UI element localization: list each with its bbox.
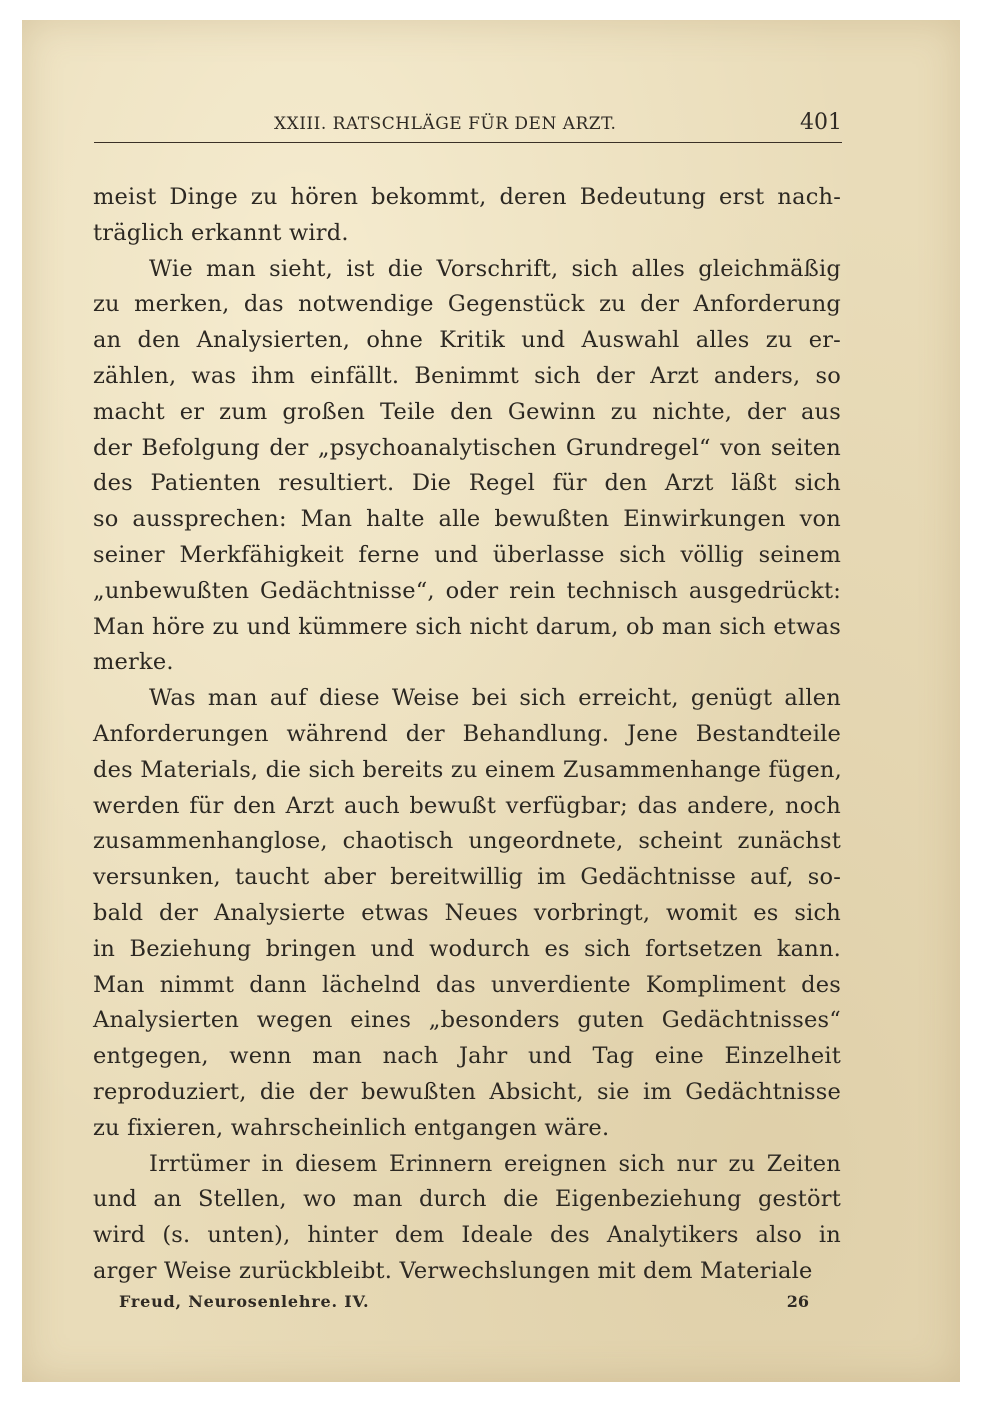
text-line: werden für den Arzt auch bewußt verfügbar; das andere, noch <box>93 792 841 819</box>
text-line: Analysierten wegen eines „besonders guten Gedächtnisses“ <box>93 1007 841 1034</box>
book-page <box>22 20 960 1382</box>
text-line: entgegen, wenn man nach Jahr und Tag eine Einzelheit <box>93 1043 841 1070</box>
text-line: „unbewußten Gedächtnisse“, oder rein technisch ausgedrückt: <box>93 577 841 604</box>
text-line: Anforderungen während der Behandlung. Jene Bestandteile <box>93 720 841 747</box>
text-line: wird (s. unten), hinter dem Ideale des Analytikers also in <box>93 1222 841 1249</box>
text-line: des Materials, die sich bereits zu einem Zusammenhange fügen, <box>93 756 842 783</box>
text-line: Irrtümer in diesem Erinnern ereignen sich nur zu Zeiten <box>149 1150 841 1177</box>
text-line: zu fixieren, wahrscheinlich entgangen wäre. <box>93 1114 610 1141</box>
text-line: meist Dinge zu hören bekommt, deren Bedeutung erst nach- <box>93 184 841 210</box>
text-line: träglich erkannt wird. <box>93 219 349 246</box>
body-text <box>93 180 841 1290</box>
text-line: Was man auf diese Weise bei sich erreicht, genügt allen <box>149 685 841 712</box>
paragraph <box>93 252 841 682</box>
text-line: zusammenhanglose, chaotisch ungeordnete, scheint zunächst <box>93 828 841 855</box>
footer-signature: Freud, Neurosenlehre. IV. <box>119 1292 370 1311</box>
text-line: versunken, taucht aber bereitwillig im Gedächtnisse auf, so- <box>93 864 841 891</box>
paragraph <box>93 1147 841 1290</box>
sheet-number: 26 <box>786 1292 809 1311</box>
text-line: an den Analysierten, ohne Kritik und Auswahl alles zu er- <box>93 327 841 354</box>
text-line: und an Stellen, wo man durch die Eigenbeziehung gestört <box>93 1186 841 1213</box>
text-line: bald der Analysierte etwas Neues vorbringt, womit es sich <box>93 899 841 926</box>
running-header <box>94 112 842 143</box>
text-line: Wie man sieht, ist die Vorschrift, sich alles gleichmäßig <box>149 255 841 282</box>
paragraph <box>93 180 841 252</box>
page-number: 401 <box>800 110 842 135</box>
text-line: macht er zum großen Teile den Gewinn zu nichte, der aus <box>93 398 841 425</box>
text-line: so aussprechen: Man halte alle bewußten Einwirkungen von <box>93 506 841 533</box>
text-line: Man höre zu und kümmere sich nicht darum, ob man sich etwas <box>93 613 841 640</box>
text-line: merke. <box>93 649 174 676</box>
text-line: reproduziert, die der bewußten Absicht, sie im Gedächtnisse <box>93 1078 841 1105</box>
text-line: zu merken, das notwendige Gegenstück zu der Anforderung <box>93 291 841 318</box>
chapter-title: XXIII. RATSCHLÄGE FÜR DEN ARZT. <box>274 114 617 134</box>
text-line: des Patienten resultiert. Die Regel für den Arzt läßt sich <box>93 470 841 497</box>
text-line: der Befolgung der „psychoanalytischen Grundregel“ von seiten <box>93 434 841 461</box>
text-line: seiner Merkfähigkeit ferne und überlasse sich völlig seinem <box>93 541 841 568</box>
text-line: Man nimmt dann lächelnd das unverdiente Kompliment des <box>93 971 841 998</box>
text-line: arger Weise zurückbleibt. Verwechslungen mit dem Materiale <box>93 1257 813 1284</box>
text-line: in Beziehung bringen und wodurch es sich fortsetzen kann. <box>93 935 841 962</box>
paragraph <box>93 681 841 1146</box>
text-line: zählen, was ihm einfällt. Benimmt sich der Arzt anders, so <box>93 362 841 389</box>
